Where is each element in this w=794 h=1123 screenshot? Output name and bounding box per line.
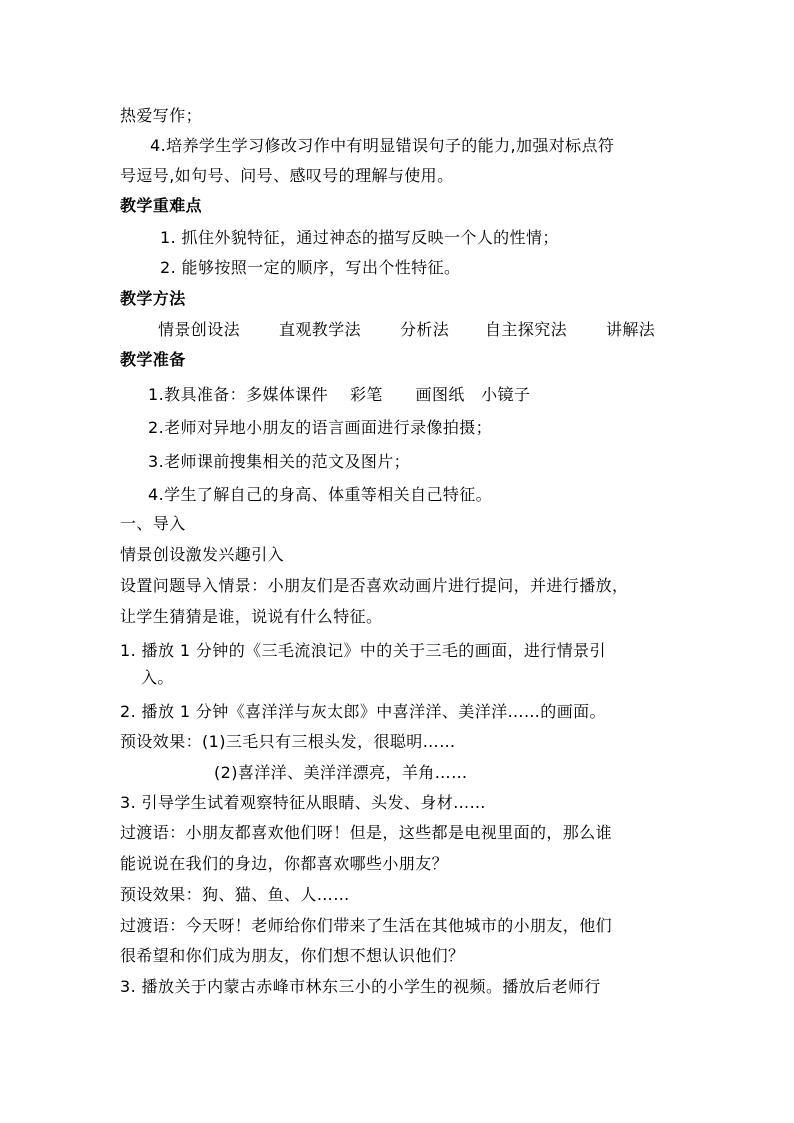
text-line: 入。 xyxy=(141,668,174,687)
text-line: 设置问题导入情景：小朋友们是否喜欢动画片进行提问，并进行播放， xyxy=(120,576,629,595)
text-line: 预设效果：(1)三毛只有三根头发，很聪明…… xyxy=(120,732,456,751)
text-line: 1.教具准备：多媒体课件 彩笔 画图纸 小镜子 xyxy=(148,385,531,404)
text-line: 3.老师课前搜集相关的范文及图片； xyxy=(148,452,411,471)
text-line: 很希望和你们成为朋友，你们想不想认识他们？ xyxy=(120,946,465,965)
text-line: 1. 抓住外貌特征，通过神态的描写反映一个人的性情； xyxy=(160,228,559,247)
method-item: 情景创设法 xyxy=(158,320,241,339)
text-line: (2)喜洋洋、美洋洋漂亮，羊角…… xyxy=(214,763,468,782)
method-item: 直观教学法 xyxy=(279,320,362,339)
text-line: 2. 能够按照一定的顺序，写出个性特征。 xyxy=(160,258,461,277)
text-line: 过渡语：今天呀！老师给你们带来了生活在其他城市的小朋友，他们 xyxy=(120,916,613,935)
text-line: 号逗号,如句号、问号、感叹号的理解与使用。 xyxy=(120,166,454,185)
text-line: 1. 播放 1 分钟的《三毛流浪记》中的关于三毛的画面，进行情景引 xyxy=(120,641,606,660)
text-line: 2. 播放 1 分钟《喜洋洋与灰太郎》中喜洋洋、美洋洋……的画面。 xyxy=(120,702,606,721)
text-line: 热爱写作； xyxy=(120,106,203,125)
section-heading-methods: 教学方法 xyxy=(120,289,186,308)
section-heading-intro: 一、导入 xyxy=(120,514,186,533)
method-item: 讲解法 xyxy=(606,320,656,339)
text-line: 能说说在我们的身边，你都喜欢哪些小朋友？ xyxy=(120,854,449,873)
section-heading-preparation: 教学准备 xyxy=(120,350,186,369)
method-item: 自主探究法 xyxy=(485,320,568,339)
text-line: 预设效果：狗、猫、鱼、人…… xyxy=(120,885,350,904)
section-heading-difficulties: 教学重难点 xyxy=(120,196,203,215)
text-line: 过渡语：小朋友都喜欢他们呀！但是，这些都是电视里面的，那么谁 xyxy=(120,823,613,842)
text-line: 4.学生了解自己的身高、体重等相关自己特征。 xyxy=(148,485,493,504)
text-line: 3. 引导学生试着观察特征从眼睛、头发、身材…… xyxy=(120,793,486,812)
text-line: 4.培养学生学习修改习作中有明显错误句子的能力,加强对标点符 xyxy=(150,136,615,155)
text-line: 2.老师对异地小朋友的语言画面进行录像拍摄； xyxy=(148,418,493,437)
text-line: 3. 播放关于内蒙古赤峰市林东三小的小学生的视频。播放后老师行 xyxy=(120,977,601,996)
text-line: 情景创设激发兴趣引入 xyxy=(120,545,285,564)
method-item: 分析法 xyxy=(400,320,450,339)
text-line: 让学生猜猜是谁，说说有什么特征。 xyxy=(120,607,383,626)
